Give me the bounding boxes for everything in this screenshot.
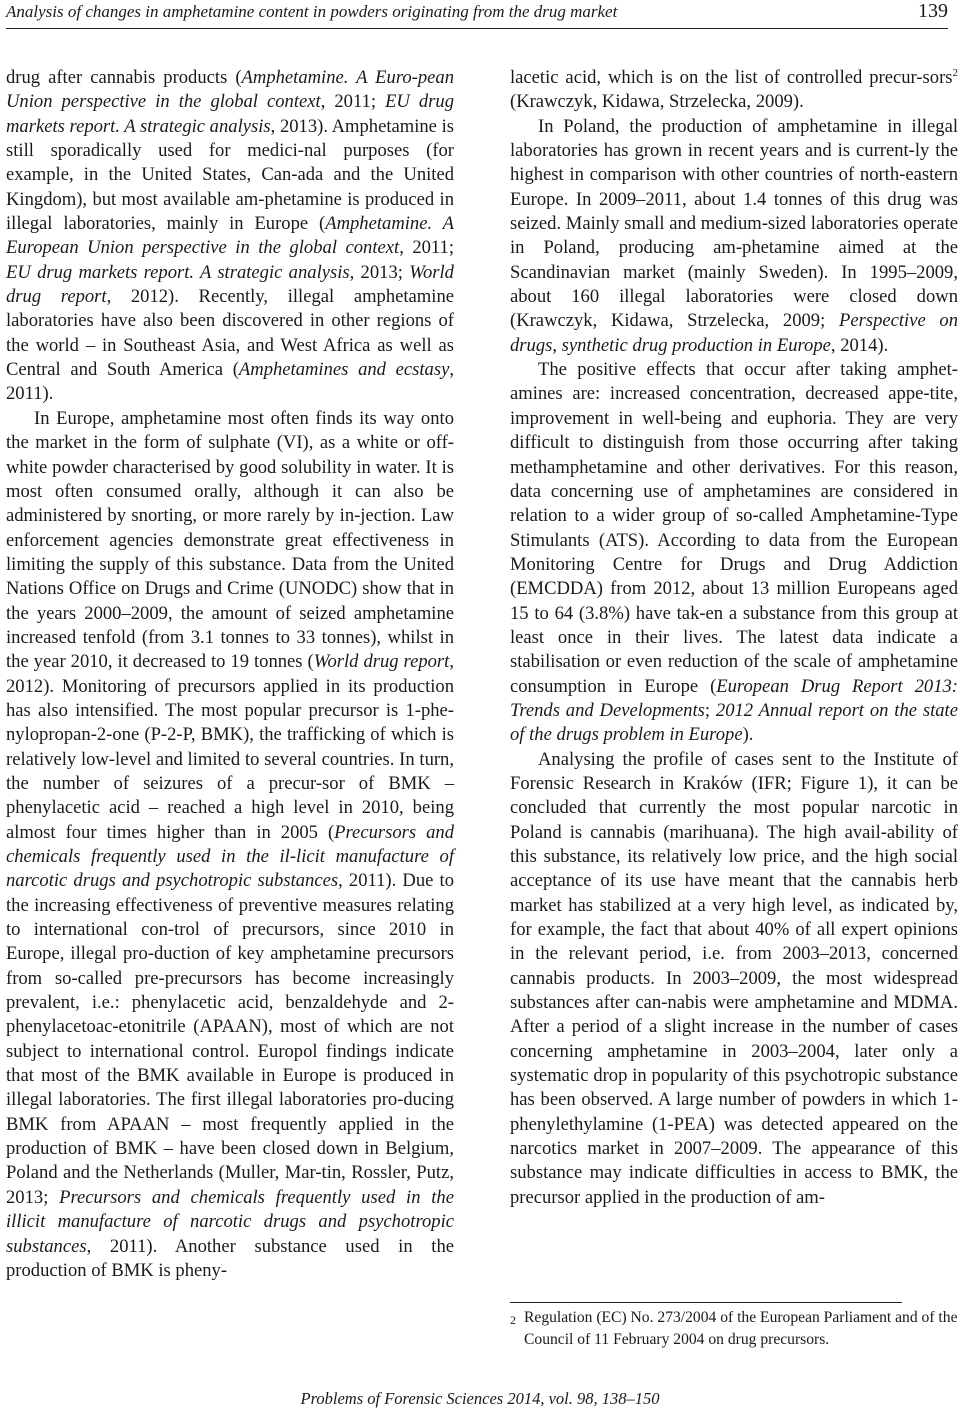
footnote-ref: 2 bbox=[952, 66, 958, 79]
paragraph-left-2: In Europe, amphetamine most often finds its way onto the market in the form of sulphate (VI), as a white or off-white powder characterised by good solubility in water. It is most often consumed orally, although it can also be administered by snorting, or more rarely by in-jection. Law enforcement agencies demonstrate great effectiveness in limiting the supply of this substance. Data from the United Nations Office on Drugs and Crime (UNODC) show that in the years 2000–2009, the amount of seized amphetamine increased tenfold (from 3.1 tonnes to 33 tonnes), whilst in the year 2010, it decreased to 19 tonnes (World drug report, 2012). Monitoring of precursors applied in its production has also intensified. The most popular precursor is 1-phe-nylopropan-2-one (P-2-P, BMK), the trafficking of which is relatively low-level and limited to several countries. In turn, the number of seizures of a precur-sor of BMK – phenylacetic acid – reached a high level in 2010, being almost four times higher than in 2005 (Precursors and chemicals frequently used in the il-licit manufacture of narcotic drugs and psychotropic substances, 2011). Due to the increasing effectiveness of preventive measures relating to international con-trol of precursors, since 2010 in Europe, illegal pro-duction of key amphetamine precursors from so-called pre-precursors has become increasingly prevalent, i.e.: phenylacetic acid, benzaldehyde and 2-phenylacetoac-etonitrile (APAAN), most of which are not subject to international control. Europol findings indicate that most of the BMK available in Europe is produced in illegal laboratories. The first illegal laboratories pro-ducing BMK from APAAN – most frequently applied in the production of BMK – have been closed down in Belgium, Poland and the Netherlands (Muller, Mar-tin, Rossler, Putz, 2013; Precursors and chemicals frequently used in the illicit manufacture of narcotic drugs and psychotropic substances, 2011). Another substance used in the production of BMK is pheny- bbox=[6, 407, 454, 1281]
paragraph-right-2: In Poland, the production of amphetamine in illegal laboratories has grown in recent years and is current-ly the highest in comparison with other countries of north-eastern Europe. In 2009–2011, about 1.4 tonnes of this drug was seized. Mainly small and medium-sized laboratories operate in Poland, producing am-phetamine aimed at the Scandinavian market (mainly Sweden). In 1995–2009, about 160 illegal laboratories were closed down (Krawczyk, Kidawa, Strzelecka, 2009; Perspective on drugs, synthetic drug production in Europe, 2014). bbox=[510, 115, 959, 356]
left-column bbox=[6, 66, 454, 1283]
footnote-mark: 2 bbox=[510, 1313, 516, 1327]
footnote-rule bbox=[510, 1302, 902, 1303]
footnote-text: Regulation (EC) No. 273/2004 of the European Parliament and of the Council of 11 February 2004 on drug precursors. bbox=[524, 1309, 958, 1348]
page-number: 139 bbox=[918, 0, 948, 22]
running-title: Analysis of changes in amphetamine content in powders originating from the drug market bbox=[6, 2, 618, 21]
paragraph-left-1: drug after cannabis products (Amphetamine. A Euro-pean Union perspective in the global context, 2011; EU drug markets report. A strategic analysis, 2013). Amphetamine is still sporadically used for medici-nal purposes (for example, in the United States, Can-ada and the United Kingdom), but most available am-phetamine is produced in illegal laboratories, mainly in Europe (Amphetamine. A European Union perspective in the global context, 2011; EU drug markets report. A strategic analysis, 2013; World drug report, 2012). Recently, illegal amphetamine laboratories have also been discovered in other regions of the world – in Southeast Asia, and West Africa as well as Central and South America (Amphetamines and ecstasy, 2011). bbox=[6, 67, 455, 405]
running-header bbox=[6, 0, 948, 30]
running-footer: Problems of Forensic Sciences 2014, vol. 98, 138–150 bbox=[300, 1389, 660, 1408]
footnote bbox=[510, 1307, 958, 1351]
paragraph-right-1: lacetic acid, which is on the list of controlled precur-sors$^2$ (Krawczyk, Kidawa, Strzelecka, 2009). bbox=[510, 66, 958, 113]
paragraph-right-4: Analysing the profile of cases sent to the Institute of Forensic Research in Kraków (IFR; Figure 1), it can be concluded that currently the most popular narcotic in Poland is cannabis (marihuana). The high avail-ability of this substance, its relatively low price, and the high social acceptance of its use have meant that the cannabis herb market has stabilized at a very high level, as indicated by, for example, the fact that about 40% of all expert opinions in the relevant period, i.e. from 2003–2013, concerned cannabis products. In 2003–2009, the most widespread substances after can-nabis were amphetamine and MDMA. After a period of a slight increase in the number of cases concerning amphetamine in 2003–2004, later only a systematic drop in popularity of this psychotropic substance has been observed. A large number of powders in which 1-phenylethylamine (1-PEA) was detected appeared on the narcotics market in 2007–2009. The appearance of this substance may indicate difficulties in access to BMK, the precursor applied in the production of am- bbox=[510, 748, 958, 1208]
paragraph-right-3: The positive effects that occur after taking amphet-amines are: increased concentration, decreased appe-tite, improvement in well-being and euphoria. They are very difficult to distinguish from those occurring after taking methamphetamine and other derivatives. For this reason, data concerning use of amphetamines are considered in relation to a wider group of so-called Amphetamine-Type Stimulants (ATS). According to data from the European Monitoring Centre for Drugs and Drug Addiction (EMCDDA) from 2012, about 13 million Europeans aged 15 to 64 (3.8%) have tak-en a substance from this group at least once in their lives. The latest data indicate a stabilisation or even reduction of the scale of amphetamine consumption in Europe (European Drug Report 2013: Trends and Developments; 2012 Annual report on the state of the drugs problem in Europe). bbox=[510, 359, 958, 746]
header-rule bbox=[6, 28, 948, 29]
right-column bbox=[510, 66, 958, 1210]
